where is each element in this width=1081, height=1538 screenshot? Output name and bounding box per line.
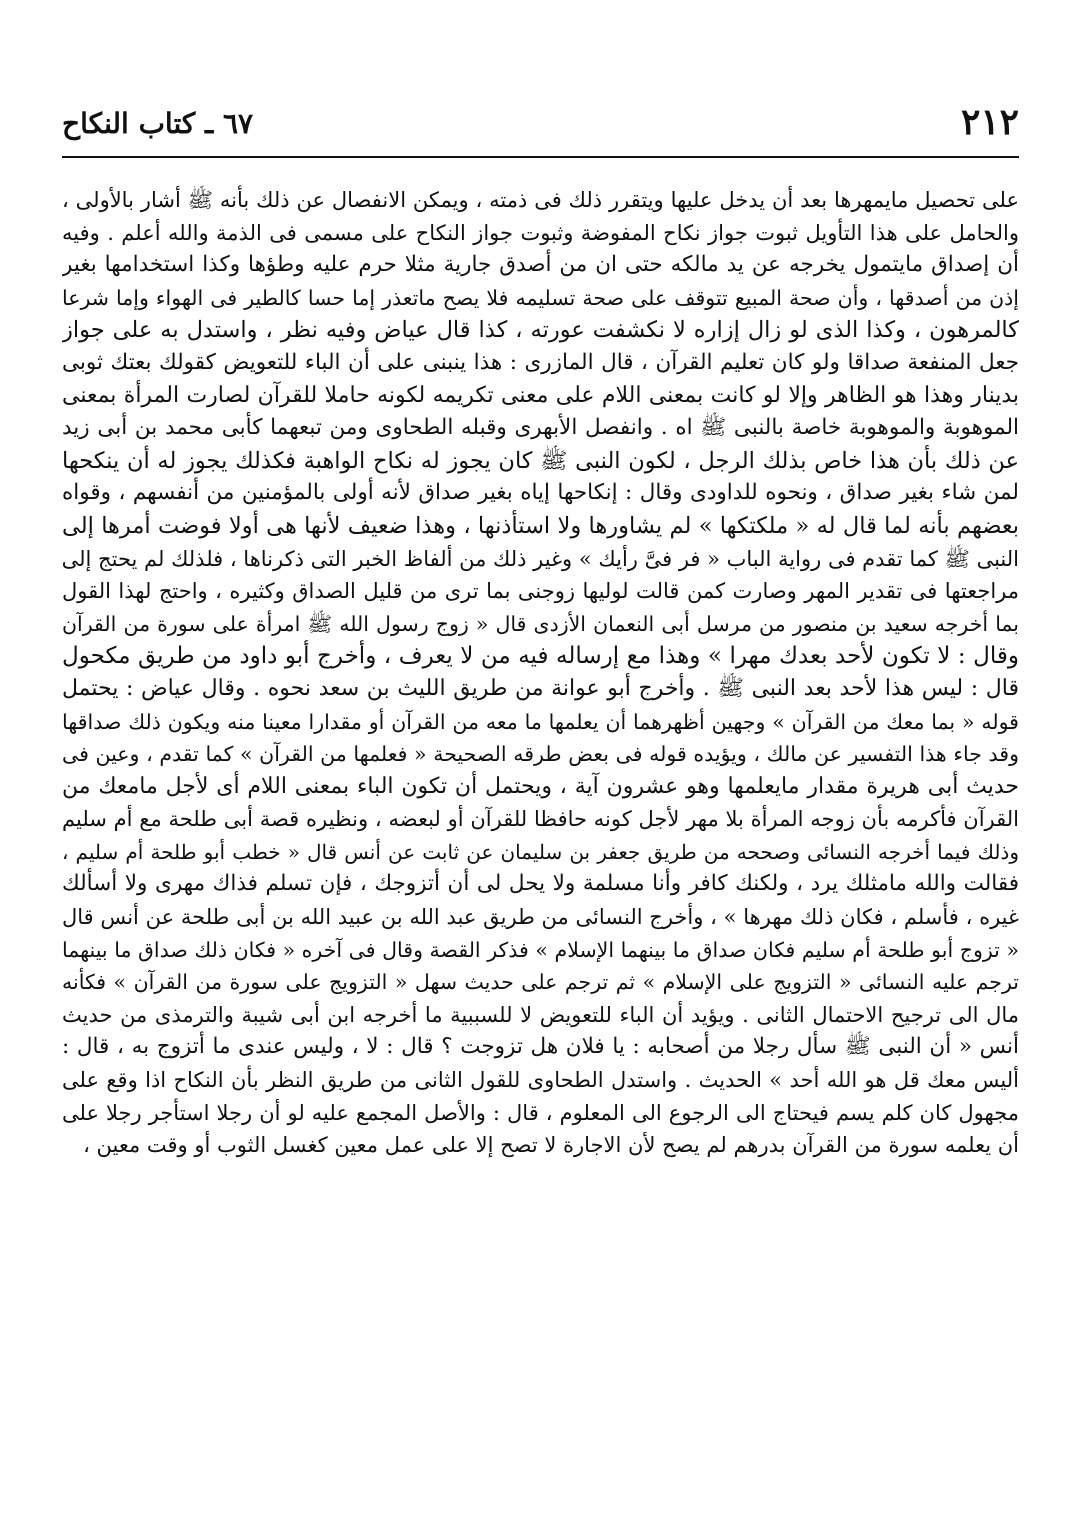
text-line: فقالت والله مامثلك يرد ، ولكنك كافر وأنا مسلمة ولا يحل لى أن أتزوجك ، فإن تسلم فذاك مهرى ولا أسألك [62, 871, 1019, 897]
text-line: القرآن فأكرمه بأن زوجه المرأة بلا مهر لأجل كونه حافظا للقرآن أو لبعضه ، ونظيره قصة أبى طلحة مع أم سليم [62, 807, 1019, 832]
text-line: مجهول كان كلم يسم فيحتاج الى الرجوع الى المعلوم ، قال : والأصل المجمع عليه لو أن رجلا استأجر رجلا على [62, 1100, 1019, 1125]
text-line: وقال : لا تكون لأحد بعدك مهرا » وهذا مع إرساله فيه من لا يعرف ، وأخرج أبو داود من طريق مكحول [62, 643, 1019, 670]
text-line: بما أخرجه سعيد بن منصور من مرسل أبى النعمان الأزدى قال « زوج رسول الله ﷺ امرأة على سورة من القرآن [62, 611, 1019, 636]
text-line: النبى ﷺ كما تقدم فى رواية الباب « فر فىَّ رأيك » وغير ذلك من ألفاظ الخبر التى ذكرناها ، فلذلك لم يحتج إلى [62, 546, 1019, 571]
text-line: على تحصيل مايمهرها بعد أن يدخل عليها ويتقرر ذلك فى ذمته ، ويمكن الانفصال عن ذلك بأنه ﷺ أشار بالأولى ، [62, 188, 1019, 212]
text-line: وذلك فيما أخرجه النسائى وصححه من طريق جعفر بن سليمان عن ثابت عن أنس قال « خطب أبو طلحة أم سليم ، [62, 839, 1019, 864]
text-line: أليس معك قل هو الله أحد » الحديث . واستدل الطحاوى للقول الثانى من طريق النظر بأن النكاح اذا وقع على [62, 1068, 1019, 1093]
text-line: قال : ليس هذا لأحد بعد النبى ﷺ . وأخرج أبو عوانة من طريق الليث بن سعد نحوه . وقال عياض : يحتمل [62, 675, 1019, 701]
text-line: والحامل على هذا التأويل ثبوت جواز نكاح المفوضة وثبوت جواز النكاح على مسمى فى الذمة والله أعلم . وفيه [62, 220, 1019, 245]
book-page [62, 88, 1019, 1518]
text-line: أن إصداق مايتمول يخرجه عن يد مالكه حتى ان من أصدق جارية مثلا حرم عليه وطؤها وكذا استخدامها بغير [62, 252, 1019, 278]
page-number: ٢١٢ [960, 101, 1019, 143]
page-header [62, 88, 1019, 152]
text-line: الموهوبة والموهوبة خاصة بالنبى ﷺ اه . وانفصل الأبهرى وقبله الطحاوى ومن تبعهما كأبى محمد بن أبى زيد [62, 415, 1019, 441]
header-rule [62, 156, 1019, 158]
body-text [62, 184, 1019, 1162]
text-line: أنس « أن النبى ﷺ سأل رجلا من أصحابه : يا فلان هل تزوجت ؟ قال : لا ، وليس عندى ما أتزوج به ، قال : [62, 1034, 1019, 1060]
text-line: وقد جاء هذا التفسير عن مالك ، ويؤيده قوله فى بعض طرقه الصحيحة « فعلمها من القرآن » كما تقدم ، وعين فى [62, 742, 1019, 767]
text-line: بدينار وهذا هو الظاهر وإلا لو كانت بمعنى اللام على معنى تكريمه لكونه حاملا للقرآن لصارت المرأة بمعنى [62, 382, 1019, 408]
text-line: ترجم عليه النسائى « التزويج على الإسلام » ثم ترجم على حديث سهل « التزويج على سورة من القرآن » فكأنه [62, 970, 1019, 995]
text-line: بعضهم بأنه لما قال له « ملكتكها » لم يشاورها ولا استأذنها ، وهذا ضعيف لأنها هى أولا فوضت أمرها إلى [62, 512, 1019, 539]
text-line: عن ذلك بأن هذا خاص بذلك الرجل ، لكون النبى ﷺ كان يجوز له نكاح الواهبة فكذلك يجوز له أن ينكحها [62, 447, 1019, 474]
text-line: إذن من أصدقها ، وأن صحة المبيع تتوقف على صحة تسليمه فلا يصح ماتعذر إما حسا كالطير فى الهواء وإما شرعا [62, 285, 1019, 310]
text-line: مراجعتها فى تقدير المهر وصارت كمن قالت لوليها زوجنى بما ترى من قليل الصداق وكثيره ، واحتج لهذا القول [62, 579, 1019, 604]
text-line: أن يعلمه سورة من القرآن بدرهم لم يصح لأن الاجارة لا تصح إلا على عمل معين كغسل الثوب أو وقت معين ، [83, 1133, 1019, 1158]
text-line: قوله « بما معك من القرآن » وجهين أظهرهما أن يعلمها ما معه من القرآن أو مقدارا معينا منه ويكون ذلك صداقها [62, 709, 1019, 734]
text-line: مال الى ترجيح الاحتمال الثانى . ويؤيد أن الباء للتعويض لا للسببية ما أخرجه ابن أبى شيبة والترمذى من حديث [62, 1002, 1019, 1027]
text-line: غيره ، فأسلم ، فكان ذلك مهرها » ، وأخرج النسائى من طريق عبد الله بن عبيد الله بن أبى طلحة عن أنس قال [62, 905, 1019, 930]
text-line: « تزوج أبو طلحة أم سليم فكان صداق ما بينهما الإسلام » فذكر القصة وقال فى آخره « فكان ذلك صداق ما بينهما [62, 937, 1019, 962]
running-head: ٦٧ ـ كتاب النكاح [62, 107, 254, 140]
text-line: لمن شاء بغير صداق ، ونحوه للداودى وقال : إنكاحها إياه بغير صداق لأنه أولى بالمؤمنين من أنفسهم ، وقواه [62, 480, 1019, 506]
text-line: حديث أبى هريرة مقدار مايعلمها وهو عشرون آية ، ويحتمل أن تكون الباء بمعنى اللام أى لأجل مامعك من [62, 773, 1019, 799]
text-line: جعل المنفعة صداقا ولو كان تعليم القرآن ، قال المازرى : هذا ينبنى على أن الباء للتعويض كقولك بعتك ثوبى [62, 349, 1019, 375]
text-line: كالمرهون ، وكذا الذى لو زال إزاره لا نكشفت عورته ، كذا قال عياض وفيه نظر ، واستدل به على جواز [62, 317, 1019, 344]
